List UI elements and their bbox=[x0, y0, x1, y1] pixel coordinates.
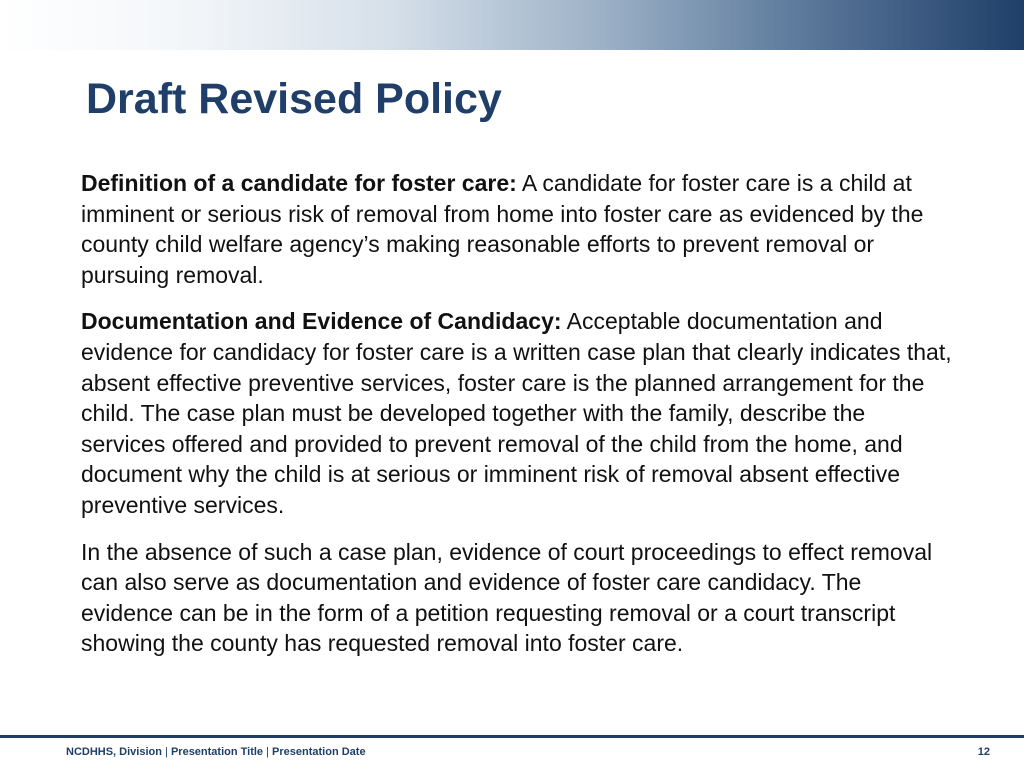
paragraph-court-proceedings bbox=[81, 537, 953, 659]
paragraph-candidate-definition bbox=[81, 168, 953, 290]
page-number: 12 bbox=[977, 746, 990, 758]
paragraph-heading: Definition of a candidate for foster care: bbox=[81, 170, 517, 196]
slide-body bbox=[81, 168, 953, 675]
header-gradient-band bbox=[0, 0, 1024, 50]
footer-presentation-title: Presentation Title bbox=[170, 746, 264, 758]
footer-separator: | bbox=[266, 746, 269, 758]
footer-org: NCDHHS, Division bbox=[66, 746, 162, 758]
footer-separator: | bbox=[165, 746, 168, 758]
slide-title: Draft Revised Policy bbox=[86, 75, 502, 123]
paragraph-heading: Documentation and Evidence of Candidacy: bbox=[81, 308, 562, 335]
footer-divider bbox=[0, 735, 1024, 738]
footer-info bbox=[66, 746, 366, 758]
paragraph-text: Acceptable documentation and evidence for candidacy for foster care is a written case plan that clearly indicates that, absent effective preventive services, foster care is the planned arrangement for the child. The case plan must be developed together with the family, describe the services offered and provided to prevent removal of the child from the home, and document why the child is at serious or imminent risk of removal absent effective preventive services. bbox=[81, 308, 952, 518]
paragraph-text: In the absence of such a case plan, evidence of court proceedings to effect removal can also serve as documentation and evidence of foster care candidacy. The evidence can be in the form of a petition requesting removal or a court transcript showing the county has requested removal into foster care. bbox=[81, 538, 933, 657]
footer-presentation-date: Presentation Date bbox=[272, 746, 366, 758]
paragraph-text: A candidate for foster care is a child at imminent or serious risk of removal from home into foster care as evidenced by the county child welfare agency’s making reasonable efforts to prevent removal or pursuing removal. bbox=[81, 170, 924, 288]
paragraph-documentation-evidence bbox=[81, 306, 953, 520]
